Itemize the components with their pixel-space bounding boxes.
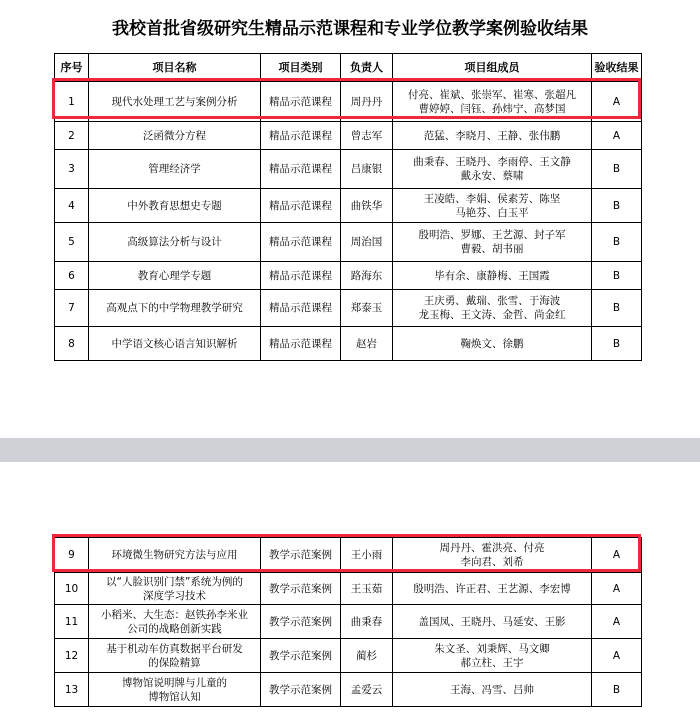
cell-leader: 王小雨 [341, 538, 393, 573]
table-row [55, 639, 642, 673]
cell-members [393, 327, 592, 361]
cell-name [89, 605, 261, 639]
cell-name: 现代水处理工艺与案例分析 [89, 82, 261, 122]
cell-line-2: 博物馆认知 [148, 690, 201, 703]
cell-category: 精品示范课程 [261, 122, 341, 150]
table-row [55, 605, 642, 639]
header-name: 项目名称 [89, 54, 261, 82]
cell-name: 中学语文核心语言知识解析 [89, 327, 261, 361]
cell-leader: 周治国 [341, 223, 393, 262]
table-row [55, 673, 642, 707]
cell-members [393, 573, 592, 605]
cell-name: 高级算法分析与设计 [89, 223, 261, 262]
cell-members [393, 82, 592, 122]
cell-leader: 孟爱云 [341, 673, 393, 707]
table-row [55, 290, 642, 327]
results-table-part-1 [54, 53, 642, 361]
header-members: 项目组成员 [393, 54, 592, 82]
cell-name [89, 673, 261, 707]
cell-line-1: 范猛、李晓月、王静、张伟鹏 [423, 129, 561, 142]
cell-leader: 曾志军 [341, 122, 393, 150]
document-title: 我校首批省级研究生精品示范课程和专业学位教学案例验收结果 [112, 19, 588, 39]
cell-category: 精品示范课程 [261, 150, 341, 189]
table-row [55, 223, 642, 262]
cell-category: 精品示范课程 [261, 327, 341, 361]
header-leader: 负责人 [341, 54, 393, 82]
cell-members [393, 223, 592, 262]
cell-category: 教学示范案例 [261, 639, 341, 673]
cell-members [393, 673, 592, 707]
cell-line-1: 博物馆说明牌与儿童的 [122, 676, 227, 689]
header-result: 验收结果 [592, 54, 642, 82]
cell-name [89, 639, 261, 673]
cell-no: 3 [55, 150, 89, 189]
cell-result: A [592, 122, 642, 150]
cell-category: 教学示范案例 [261, 538, 341, 573]
cell-category: 精品示范课程 [261, 189, 341, 223]
cell-line-2: 龙玉梅、王文涛、金哲、尚金红 [418, 309, 566, 321]
cell-result: B [592, 290, 642, 327]
cell-line-2: 的保险精算 [148, 656, 201, 669]
cell-line-2: 郝立柱、王宇 [460, 656, 524, 669]
cell-result: A [592, 639, 642, 673]
cell-line-1: 以“人脸识别门禁”系统为例的 [106, 575, 243, 588]
cell-line-1: 殷明浩、许正君、王艺源、李宏博 [413, 582, 571, 595]
cell-line-1: 朱文圣、刘秉辉、马文卿 [434, 642, 550, 655]
cell-result: A [592, 82, 642, 122]
cell-line-2: 公司的战略创新实践 [127, 622, 222, 635]
cell-no: 7 [55, 290, 89, 327]
cell-result: B [592, 150, 642, 189]
cell-leader: 路海东 [341, 262, 393, 290]
cell-no: 6 [55, 262, 89, 290]
results-table-part-2 [54, 537, 642, 707]
cell-result: A [592, 605, 642, 639]
cell-name: 中外教育思想史专题 [89, 189, 261, 223]
cell-leader: 郑泰玉 [341, 290, 393, 327]
cell-line-1: 王凌皓、李娟、侯素芳、陈坚 [423, 192, 561, 205]
cell-no: 13 [55, 673, 89, 707]
cell-leader: 曲秉春 [341, 605, 393, 639]
cell-name: 教育心理学专题 [89, 262, 261, 290]
cell-no: 10 [55, 573, 89, 605]
cell-line-1: 曲秉春、王晓丹、李雨停、王文静 [413, 156, 571, 168]
cell-line-2: 深度学习技术 [143, 589, 206, 602]
table-row [55, 150, 642, 189]
cell-line-2: 曹毅、胡书丽 [460, 243, 524, 255]
cell-no: 5 [55, 223, 89, 262]
cell-leader: 吕康银 [341, 150, 393, 189]
cell-leader: 曲铁华 [341, 189, 393, 223]
cell-line-1: 鞠焕文、徐鹏 [460, 337, 524, 350]
table-row [55, 82, 642, 122]
cell-line-1: 周丹丹、霍洪亮、付亮 [439, 542, 545, 554]
table-row [55, 327, 642, 361]
cell-category: 精品示范课程 [261, 290, 341, 327]
cell-leader: 王玉茹 [341, 573, 393, 605]
cell-members [393, 122, 592, 150]
cell-result: B [592, 262, 642, 290]
table-row [55, 262, 642, 290]
cell-members [393, 538, 592, 573]
cell-no: 1 [55, 82, 89, 122]
cell-line-1: 毕有余、康静梅、王国霞 [434, 269, 550, 282]
cell-name [89, 573, 261, 605]
cell-name [89, 538, 261, 573]
cell-members [393, 150, 592, 189]
cell-line-1: 王海、冯雪、吕帅 [450, 683, 534, 696]
page-separator [0, 438, 700, 462]
cell-line-1: 盖国凤、王晓丹、马延安、王影 [418, 615, 566, 628]
cell-category: 教学示范案例 [261, 573, 341, 605]
cell-category: 精品示范课程 [261, 262, 341, 290]
table-header-row [55, 54, 642, 82]
cell-members [393, 639, 592, 673]
cell-name: 泛函微分方程 [89, 122, 261, 150]
document-page-2 [0, 462, 700, 725]
cell-members [393, 189, 592, 223]
cell-no: 8 [55, 327, 89, 361]
cell-leader: 周丹丹 [341, 82, 393, 122]
cell-no: 2 [55, 122, 89, 150]
header-no: 序号 [55, 54, 89, 82]
table-row [55, 538, 642, 573]
cell-members [393, 605, 592, 639]
cell-no: 12 [55, 639, 89, 673]
cell-members [393, 262, 592, 290]
cell-no: 9 [55, 538, 89, 573]
header-category: 项目类别 [261, 54, 341, 82]
cell-result: A [592, 538, 642, 573]
cell-line-1: 付亮、崔斌、张崇军、崔寒、张超凡 [408, 88, 576, 101]
cell-leader: 赵岩 [341, 327, 393, 361]
cell-line-1: 小稻米、大生态：赵铁孙李米业 [101, 608, 248, 621]
table-row [55, 122, 642, 150]
cell-result: A [592, 573, 642, 605]
cell-line-2: 曹婷婷、闫钰、孙炜宁、高梦国 [418, 102, 566, 115]
cell-line-2: 李向君、刘希 [460, 556, 524, 568]
cell-result: B [592, 223, 642, 262]
cell-result: B [592, 673, 642, 707]
cell-result: B [592, 189, 642, 223]
cell-members [393, 290, 592, 327]
cell-line-1: 基于机动车仿真数据平台研发 [106, 642, 243, 655]
cell-category: 精品示范课程 [261, 82, 341, 122]
table-row [55, 189, 642, 223]
cell-line-2: 马艳芬、白玉平 [455, 206, 529, 219]
cell-line-1: 环境微生物研究方法与应用 [111, 549, 238, 561]
cell-line-1: 殷明浩、罗娜、王艺源、封子军 [418, 229, 566, 241]
cell-line-2: 戴永安、蔡啸 [460, 170, 524, 182]
cell-name: 高观点下的中学物理教学研究 [89, 290, 261, 327]
cell-category: 教学示范案例 [261, 673, 341, 707]
cell-no: 4 [55, 189, 89, 223]
cell-category: 精品示范课程 [261, 223, 341, 262]
cell-no: 11 [55, 605, 89, 639]
cell-leader: 蔺杉 [341, 639, 393, 673]
cell-name: 管理经济学 [89, 150, 261, 189]
cell-result: B [592, 327, 642, 361]
cell-line-1: 王庆勇、戴瑞、张雪、于海波 [423, 295, 561, 307]
cell-category: 教学示范案例 [261, 605, 341, 639]
table-row [55, 573, 642, 605]
